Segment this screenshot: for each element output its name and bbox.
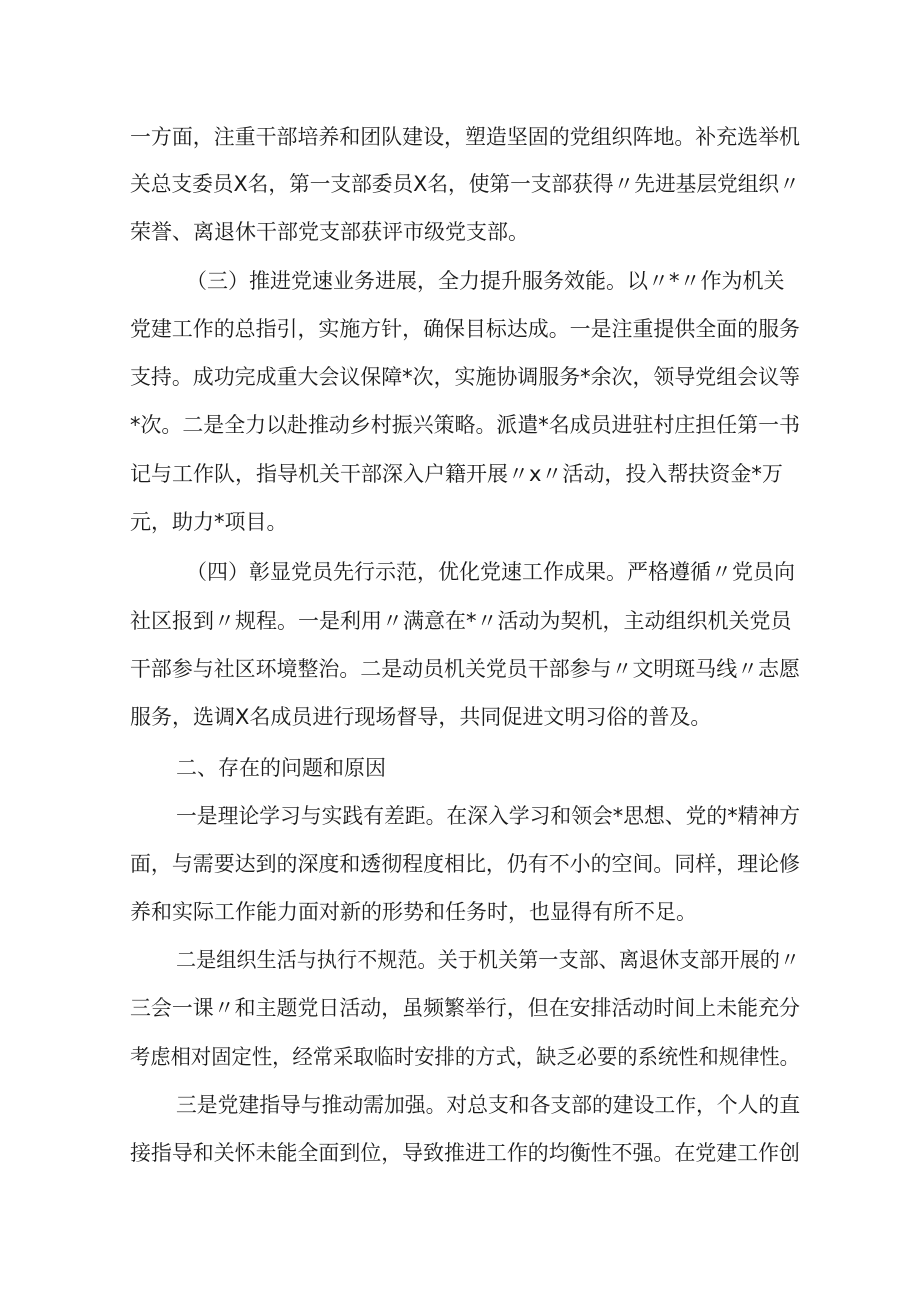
text-line: 服务，选调X名成员进行现场督导，共同促进文明习俗的普及。 [130, 705, 712, 729]
text-line: 支持。成功完成重大会议保障*次，实施协调服务*余次，领导党组会议等 [130, 365, 800, 389]
text-line: 荣誉、离退休干部党支部获评市级党支部。 [130, 220, 529, 244]
text-line: 养和实际工作能力面对新的形势和任务时，也显得有所不足。 [130, 900, 697, 924]
text-line: 接指导和关怀未能全面到位，导致推进工作的均衡性不强。在党建工作创 [130, 1141, 800, 1165]
text-line: 一是理论学习与实践有差距。在深入学习和领会*思想、党的*精神方 [176, 804, 801, 828]
text-line: 党建工作的总指引，实施方针，确保目标达成。一是注重提供全面的服务 [130, 317, 800, 341]
text-line: *次。二是全力以赴推动乡村振兴策略。派遣*名成员进驻村庄担任第一书 [130, 413, 800, 437]
text-line: 元，助力*项目。 [130, 510, 288, 534]
text-line: 考虑相对固定性，经常采取临时安排的方式，缺乏必要的系统性和规律性。 [130, 1045, 800, 1069]
text-line: 三会一课〃和主题党日活动，虽频繁举行，但在安排活动时间上未能充分 [130, 996, 800, 1020]
text-line: 社区报到〃规程。一是利用〃满意在*〃活动为契机，主动组织机关党员 [130, 609, 792, 633]
text-line: 三是党建指导与推动需加强。对总支和各支部的建设工作，个人的直 [176, 1093, 801, 1117]
section-heading: 二、存在的问题和原因 [176, 756, 386, 780]
text-line: 干部参与社区环境整治。二是动员机关党员干部参与〃文明斑马线〃志愿 [130, 657, 800, 681]
text-line: 二是组织生活与执行不规范。关于机关第一支部、离退休支部开展的〃 [176, 948, 800, 972]
text-line: 关总支委员X名，第一支部委员X名，使第一支部获得〃先进基层党组织〃 [130, 172, 800, 196]
text-line: 一方面，注重干部培养和团队建设，塑造坚固的党组织阵地。补充选举机 [130, 125, 800, 149]
text-line: （三）推进党速业务进展，全力提升服务效能。以〃*〃作为机关 [186, 269, 785, 293]
text-line: 面，与需要达到的深度和透彻程度相比，仍有不小的空间。同样，理论修 [130, 852, 800, 876]
text-line: （四）彰显党员先行示范，优化党速工作成果。严格遵循〃党员向 [186, 560, 795, 584]
text-line: 记与工作队，指导机关干部深入户籍开展〃x〃活动，投入帮扶资金*万 [130, 462, 783, 486]
